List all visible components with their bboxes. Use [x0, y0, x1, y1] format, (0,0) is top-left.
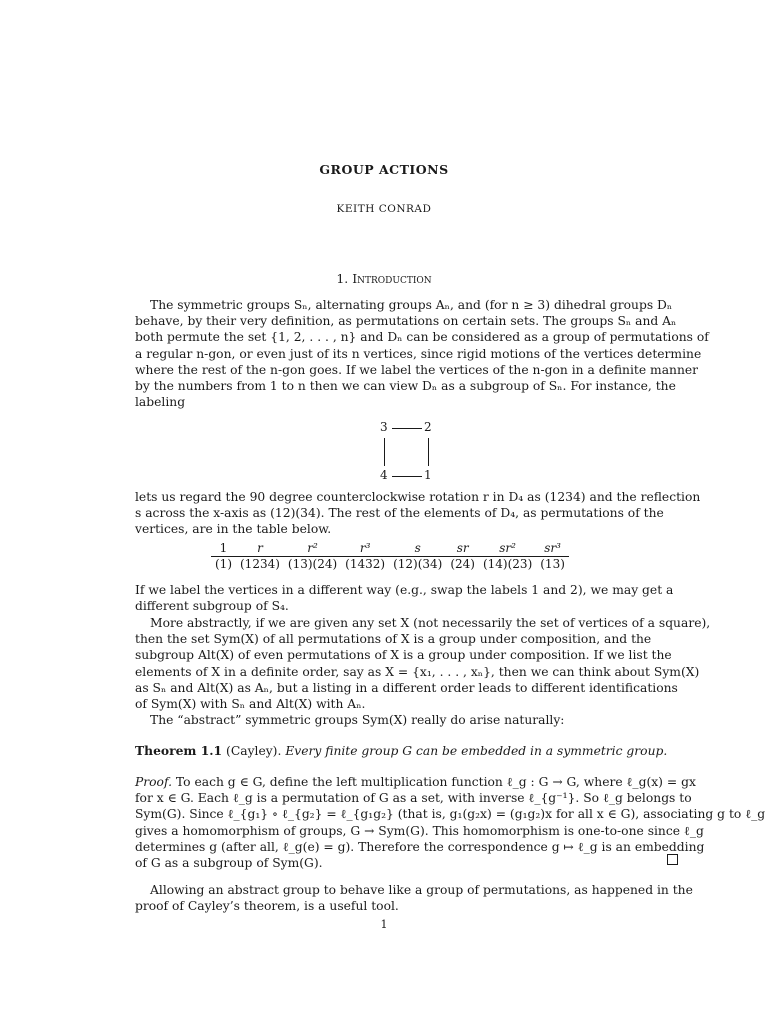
text-line: proof of Cayley’s theorem, is a useful tool. — [135, 899, 399, 914]
table-header-cell: r — [236, 541, 284, 557]
table-cell: (12)(34) — [393, 557, 443, 571]
text-line: where the rest of the n-gon goes. If we label the vertices of the n-gon in a definite manner — [135, 362, 699, 377]
text-line: If we label the vertices in a different way (e.g., swap the labels 1 and 2), we may get a — [135, 583, 674, 597]
text-line: The “abstract” symmetric groups Sym(X) really do arise naturally: — [150, 713, 565, 728]
text-line: Allowing an abstract group to behave like a group of permutations, as happened in the — [150, 883, 693, 897]
rotation-paragraph — [135, 489, 701, 538]
text-line: subgroup Alt(X) of even permutations of X is a group under composition. If we list the — [135, 648, 672, 663]
page-number: 1 — [380, 918, 388, 931]
table-cell: (1432) — [345, 557, 386, 571]
table-header-cell: sr — [446, 541, 479, 557]
table-cell: (13) — [540, 557, 565, 571]
table-cell: (14)(23) — [482, 557, 533, 571]
text-line: determines g (after all, ℓ_g(e) = g). Therefore the correspondence g ↦ ℓ_g is an embedding — [135, 839, 705, 854]
table-header-cell: s — [389, 541, 446, 557]
text-line: vertices, are in the table below. — [135, 522, 332, 537]
text-line: s across the x-axis as (12)(34). The rest of the elements of D₄, as permutations of the — [135, 506, 664, 521]
table-cell: (1234) — [240, 557, 280, 571]
text-line: The symmetric groups Sₙ, alternating groups Aₙ, and (for n ≥ 3) dihedral groups Dₙ — [150, 298, 673, 312]
text-line: Sym(G). Since ℓ_{g₁} ∘ ℓ_{g₂} = ℓ_{g₁g₂} (that is, g₁(g₂x) = (g₁g₂)x for all x ∈ G), associating g to ℓ_g — [135, 807, 766, 822]
proof-label: Proof. — [135, 775, 172, 789]
vertex-label-top-left: 3 — [380, 420, 388, 434]
text-line: different subgroup of S₄. — [135, 599, 289, 614]
proof-block — [135, 774, 766, 871]
table-cell: (24) — [450, 557, 475, 571]
table-header-cell: sr² — [479, 541, 536, 557]
text-line: of Sym(X) with Sₙ and Alt(X) with Aₙ. — [135, 696, 366, 711]
table-header-cell: 1 — [211, 541, 236, 557]
text-line: then the set Sym(X) of all permutations of X is a group under composition, and the — [135, 632, 652, 647]
table-header-cell: sr³ — [536, 541, 569, 557]
text-line: a regular n-gon, or even just of its n vertices, since rigid motions of the vertices determine — [135, 346, 702, 361]
vertex-label-bottom-right: 1 — [424, 468, 432, 482]
vertex-label-top-right: 2 — [424, 420, 432, 434]
table-cell: (13)(24) — [287, 557, 338, 571]
text-line: of G as a subgroup of Sym(G). — [135, 855, 323, 870]
text-line: behave, by their very definition, as permutations on certain sets. The groups Sₙ and Aₙ — [135, 314, 677, 329]
text-line: To each g ∈ G, define the left multiplication function ℓ_g : G → G, where ℓ_g(x) = gx — [175, 775, 696, 789]
section-heading: 1. Introduction — [336, 271, 432, 286]
author-name: KEITH CONRAD — [336, 203, 432, 215]
relabel-paragraph — [135, 582, 678, 614]
square-edge-right — [428, 438, 429, 466]
text-line: More abstractly, if we are given any set X (not necessarily the set of vertices of a square), — [150, 616, 711, 630]
table-cell: (1) — [215, 557, 232, 571]
text-line: by the numbers from 1 to n then we can view Dₙ as a subgroup of Sₙ. For instance, the — [135, 378, 676, 393]
table-row — [211, 557, 569, 573]
closing-paragraph — [135, 882, 693, 914]
text-line: both permute the set {1, 2, . . . , n} and Dₙ can be considered as a group of permutations of — [135, 330, 709, 345]
text-line: as Sₙ and Alt(X) as Aₙ, but a listing in a different order leads to different identifications — [135, 680, 678, 695]
vertex-label-bottom-left: 4 — [380, 468, 388, 482]
table-header-cell: r² — [284, 541, 341, 557]
text-line: labeling — [135, 395, 186, 410]
text-line: gives a homomorphism of groups, G → Sym(G). This homomorphism is one-to-one since ℓ_g — [135, 823, 704, 838]
paper-title: GROUP ACTIONS — [319, 162, 449, 177]
qed-square-icon — [667, 854, 678, 865]
square-labeling-diagram — [374, 420, 436, 484]
square-edge-top — [392, 428, 422, 429]
table-header-row — [211, 541, 569, 557]
table-header-cell: r³ — [341, 541, 389, 557]
abstract-paragraph — [135, 615, 711, 728]
text-line: elements of X in a definite order, say as X = {x₁, . . . , xₙ}, then we can think about Sym(X) — [135, 664, 700, 679]
square-edge-left — [384, 438, 385, 466]
theorem-block — [135, 743, 678, 759]
square-edge-bottom — [392, 476, 422, 477]
d4-permutation-table — [211, 541, 569, 572]
text-line: lets us regard the 90 degree counterclockwise rotation r in D₄ as (1234) and the reflection — [135, 490, 701, 504]
text-line: for x ∈ G. Each ℓ_g is a permutation of G as a set, with inverse ℓ_{g⁻¹}. So ℓ_g belongs to — [135, 791, 692, 806]
intro-paragraph — [135, 297, 709, 410]
theorem-statement: Every finite group G can be embedded in a symmetric group. — [285, 744, 668, 758]
theorem-label: Theorem 1.1 — [135, 743, 223, 758]
theorem-name: (Cayley). — [226, 744, 282, 758]
